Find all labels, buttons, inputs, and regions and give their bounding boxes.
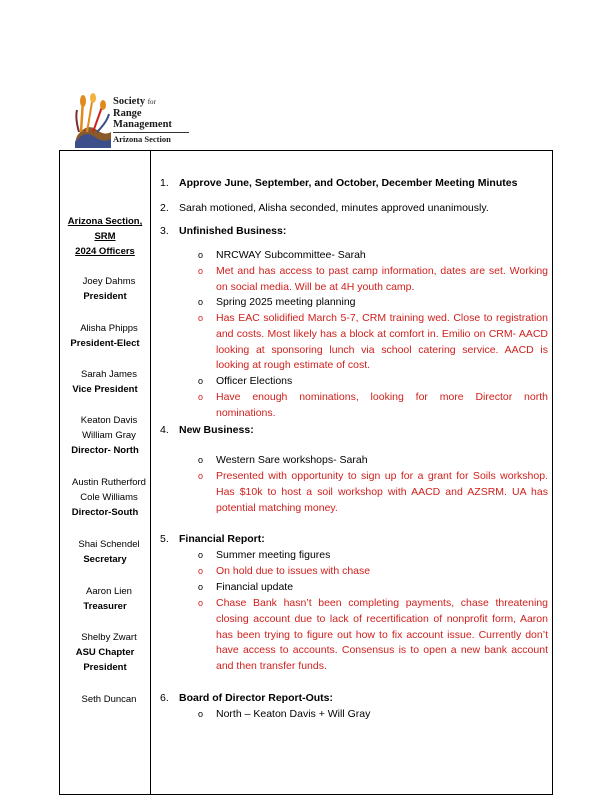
logo-section-name: Arizona Section	[113, 132, 189, 144]
column-divider	[150, 151, 151, 794]
minutes-frame: Arizona Section, SRM 2024 Officers Joey Dahms President Alisha Phipps President-Elect Sarah James Vice President Keaton Davis William Gray Director- North Austin Rutherford Cole Williams Director-South Shai Schendel Secretary Aaron Lien Treasurer Shelby Zwart ASU Chapter President Seth Duncan 1. Approve June, September, and October, December Meeting Minutes 2. Sarah motioned, Alisha seconded, minutes approved unanimously. 3. Unfinished Business: o NRCWAY Subcommittee- Sarah o Met and has access to past camp information, dates are set. Working on social media. Will be at 4H youth camp. o Spring 2025 meeting planning o Has EAC solidified March 5-7, CRM training wed. Close to registration and costs. Most likely has a block at comfort in. Emilio on CRM- AACD looking at sponsoring lunch via school catering service. AACD is looking at rough estimate of cost. o Officer Elections o Have enough nominations, looking for more Director north nominations. 4. New Business: o Western Sare workshops- Sarah o Presented with opportunity to sign up for a grant for Soils workshop. Has $10k to host a soil workshop with AACD and AZSRM. UA has potential matching money. 5. Financial Report: o Summer meeting figures o On hold due to issues with chase o Financial update o Chase Bank hasn’t been completing payments, chase threatening closing account due to lack of recertification of nonprofit form, Aaron has been trying to figure out how to fix account issue. Currently don’t have access to accounts. Consensus is to open a new bank account and then transfer funds. 6. Board of Director Report-Outs: o North – Keaton Davis + Will Gray	[59, 150, 553, 795]
officer-asu-chapter: Shelby Zwart ASU Chapter President	[75, 632, 137, 673]
officer-president: Joey Dahms President	[82, 276, 136, 302]
officer-secretary: Shai Schendel Secretary	[78, 539, 140, 565]
officer-vice-president: Sarah James Vice President	[72, 369, 138, 395]
officer-seth-duncan: Seth Duncan	[81, 694, 137, 705]
logo-wordmark: Society for Range Management	[113, 96, 172, 130]
officer-president-elect: Alisha Phipps President-Elect	[70, 323, 140, 349]
officer-treasurer: Aaron Lien Treasurer	[83, 586, 132, 612]
officer-director-north: Keaton Davis William Gray Director- North	[71, 415, 139, 456]
srm-logo	[73, 92, 188, 148]
range-plants-logo-icon	[73, 92, 113, 148]
officers-heading: Arizona Section, SRM 2024 Officers	[67, 216, 143, 257]
officer-director-south: Austin Rutherford Cole Williams Director-South	[71, 477, 146, 518]
